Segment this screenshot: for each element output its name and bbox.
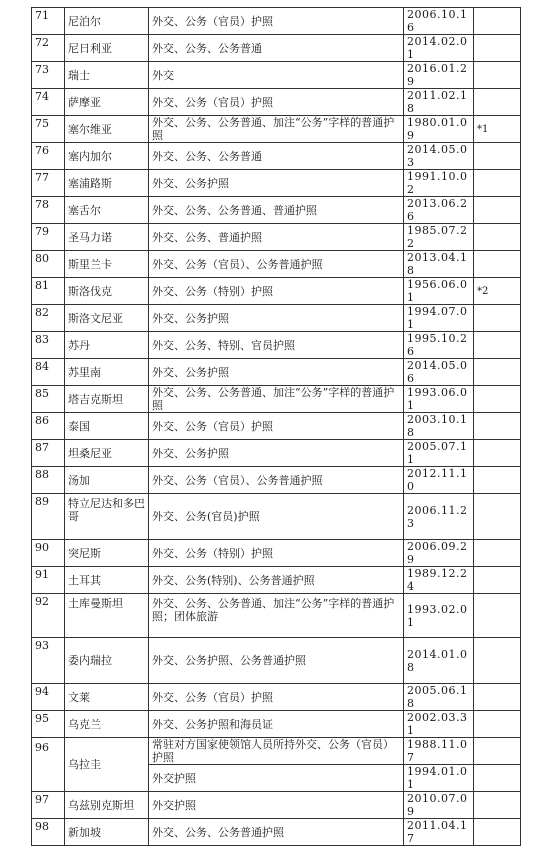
passport-scope: 外交、公务（特别）护照 — [149, 278, 404, 305]
remark — [474, 738, 521, 765]
effective-date: 2014.01.08 — [404, 638, 474, 684]
row-number: 73 — [32, 62, 65, 89]
remark — [474, 540, 521, 567]
passport-scope: 外交 — [149, 62, 404, 89]
effective-date: 2006.09.29 — [404, 540, 474, 567]
passport-scope: 外交、公务（官员）护照 — [149, 684, 404, 711]
country-name: 泰国 — [65, 413, 149, 440]
table-row — [32, 711, 521, 738]
row-number: 72 — [32, 35, 65, 62]
row-number: 92 — [32, 594, 65, 638]
passport-scope: 外交、公务护照和海员证 — [149, 711, 404, 738]
row-number: 84 — [32, 359, 65, 386]
passport-scope: 外交、公务（特别）护照 — [149, 540, 404, 567]
remark — [474, 467, 521, 494]
country-name: 新加坡 — [65, 819, 149, 846]
table-row — [32, 567, 521, 594]
remark: *2 — [474, 278, 521, 305]
table-row — [32, 386, 521, 413]
effective-date: 1993.02.01 — [404, 594, 474, 638]
effective-date: 1980.01.09 — [404, 116, 474, 143]
effective-date: 2003.10.18 — [404, 413, 474, 440]
row-number: 85 — [32, 386, 65, 413]
effective-date: 2006.10.16 — [404, 8, 474, 35]
table-row — [32, 278, 521, 305]
passport-scope: 外交、公务（官员）护照 — [149, 8, 404, 35]
passport-scope: 常驻对方国家使领馆人员所持外交、公务（官员）护照 — [149, 738, 404, 765]
effective-date: 2016.01.29 — [404, 62, 474, 89]
passport-scope: 外交、公务、公务普通 — [149, 35, 404, 62]
country-name: 塞舌尔 — [65, 197, 149, 224]
row-number: 95 — [32, 711, 65, 738]
row-number: 90 — [32, 540, 65, 567]
passport-scope: 外交、公务、公务普通护照 — [149, 819, 404, 846]
passport-scope: 外交、公务（官员）护照 — [149, 413, 404, 440]
passport-scope: 外交、公务、公务普通、加注“公务”字样的普通护照 — [149, 116, 404, 143]
effective-date: 2013.04.18 — [404, 251, 474, 278]
visa-exemption-table-page — [31, 7, 521, 846]
passport-scope: 外交、公务(特别)、公务普通护照 — [149, 567, 404, 594]
effective-date: 2012.11.10 — [404, 467, 474, 494]
remark — [474, 413, 521, 440]
row-number: 82 — [32, 305, 65, 332]
table-row — [32, 35, 521, 62]
row-number: 98 — [32, 819, 65, 846]
row-number: 88 — [32, 467, 65, 494]
country-name: 萨摩亚 — [65, 89, 149, 116]
country-name: 乌拉圭 — [65, 738, 149, 792]
passport-scope: 外交、公务、普通护照 — [149, 224, 404, 251]
country-name: 斯里兰卡 — [65, 251, 149, 278]
table-row — [32, 116, 521, 143]
remark — [474, 170, 521, 197]
country-name: 乌克兰 — [65, 711, 149, 738]
country-name: 苏里南 — [65, 359, 149, 386]
table-body — [32, 8, 521, 846]
effective-date: 2014.05.03 — [404, 143, 474, 170]
effective-date: 2011.04.17 — [404, 819, 474, 846]
effective-date: 2013.06.26 — [404, 197, 474, 224]
row-number: 89 — [32, 494, 65, 540]
table-row — [32, 638, 521, 684]
country-name: 苏丹 — [65, 332, 149, 359]
row-number: 76 — [32, 143, 65, 170]
effective-date: 2005.06.18 — [404, 684, 474, 711]
remark — [474, 305, 521, 332]
row-number: 81 — [32, 278, 65, 305]
table-row — [32, 684, 521, 711]
passport-scope: 外交、公务护照 — [149, 359, 404, 386]
country-name: 圣马力诺 — [65, 224, 149, 251]
table-row — [32, 197, 521, 224]
row-number: 80 — [32, 251, 65, 278]
table-row — [32, 359, 521, 386]
remark — [474, 197, 521, 224]
table-row — [32, 594, 521, 638]
table-row — [32, 440, 521, 467]
row-number: 93 — [32, 638, 65, 684]
table-row — [32, 143, 521, 170]
country-name: 委内瑞拉 — [65, 638, 149, 684]
table-row — [32, 792, 521, 819]
passport-scope: 外交、公务（官员）护照 — [149, 89, 404, 116]
passport-scope: 外交、公务、公务普通 — [149, 143, 404, 170]
country-name: 汤加 — [65, 467, 149, 494]
remark — [474, 792, 521, 819]
country-name: 文莱 — [65, 684, 149, 711]
remark — [474, 567, 521, 594]
row-number: 79 — [32, 224, 65, 251]
remark — [474, 638, 521, 684]
remark — [474, 89, 521, 116]
country-name: 塞尔维亚 — [65, 116, 149, 143]
row-number: 91 — [32, 567, 65, 594]
remark — [474, 332, 521, 359]
country-name: 瑞士 — [65, 62, 149, 89]
table-row — [32, 332, 521, 359]
country-name: 乌兹别克斯坦 — [65, 792, 149, 819]
row-number: 75 — [32, 116, 65, 143]
remark — [474, 594, 521, 638]
table-row — [32, 738, 521, 765]
remark — [474, 62, 521, 89]
remark — [474, 251, 521, 278]
table-row — [32, 819, 521, 846]
row-number: 97 — [32, 792, 65, 819]
visa-exemption-table — [31, 7, 521, 846]
effective-date: 1995.10.26 — [404, 332, 474, 359]
country-name: 斯洛文尼亚 — [65, 305, 149, 332]
passport-scope: 外交、公务、公务普通、普通护照 — [149, 197, 404, 224]
passport-scope: 外交、公务(官员)护照 — [149, 494, 404, 540]
table-row — [32, 8, 521, 35]
row-number: 83 — [32, 332, 65, 359]
passport-scope: 外交、公务护照、公务普通护照 — [149, 638, 404, 684]
remark — [474, 684, 521, 711]
remark — [474, 359, 521, 386]
passport-scope: 外交、公务、公务普通、加注“公务”字样的普通护照；团体旅游 — [149, 594, 404, 638]
table-row — [32, 62, 521, 89]
country-name: 突尼斯 — [65, 540, 149, 567]
effective-date: 1956.06.01 — [404, 278, 474, 305]
remark — [474, 494, 521, 540]
remark — [474, 711, 521, 738]
row-number: 86 — [32, 413, 65, 440]
country-name: 塞浦路斯 — [65, 170, 149, 197]
effective-date: 1989.12.24 — [404, 567, 474, 594]
passport-scope: 外交护照 — [149, 765, 404, 792]
remark — [474, 819, 521, 846]
table-row — [32, 413, 521, 440]
effective-date: 1993.06.01 — [404, 386, 474, 413]
row-number: 77 — [32, 170, 65, 197]
country-name: 尼泊尔 — [65, 8, 149, 35]
effective-date: 2006.11.23 — [404, 494, 474, 540]
row-number: 96 — [32, 738, 65, 792]
passport-scope: 外交、公务护照 — [149, 440, 404, 467]
passport-scope: 外交、公务（官员）、公务普通护照 — [149, 467, 404, 494]
table-row — [32, 467, 521, 494]
passport-scope: 外交、公务护照 — [149, 305, 404, 332]
remark — [474, 765, 521, 792]
remark — [474, 8, 521, 35]
effective-date: 2011.02.18 — [404, 89, 474, 116]
remark — [474, 440, 521, 467]
country-name: 塞内加尔 — [65, 143, 149, 170]
passport-scope: 外交、公务、公务普通、加注“公务”字样的普通护照 — [149, 386, 404, 413]
country-name: 特立尼达和多巴哥 — [65, 494, 149, 540]
effective-date: 2005.07.11 — [404, 440, 474, 467]
row-number: 78 — [32, 197, 65, 224]
table-row — [32, 170, 521, 197]
effective-date: 2010.07.09 — [404, 792, 474, 819]
row-number: 74 — [32, 89, 65, 116]
passport-scope: 外交、公务、特别、官员护照 — [149, 332, 404, 359]
table-row — [32, 540, 521, 567]
effective-date: 1991.10.02 — [404, 170, 474, 197]
effective-date: 1985.07.22 — [404, 224, 474, 251]
passport-scope: 外交、公务（官员）、公务普通护照 — [149, 251, 404, 278]
country-name: 土耳其 — [65, 567, 149, 594]
effective-date: 1994.07.01 — [404, 305, 474, 332]
row-number: 71 — [32, 8, 65, 35]
effective-date: 1988.11.07 — [404, 738, 474, 765]
table-row — [32, 305, 521, 332]
effective-date: 1994.01.01 — [404, 765, 474, 792]
table-row — [32, 224, 521, 251]
remark: *1 — [474, 116, 521, 143]
effective-date: 2014.05.06 — [404, 359, 474, 386]
row-number: 94 — [32, 684, 65, 711]
table-row — [32, 89, 521, 116]
country-name: 土库曼斯坦 — [65, 594, 149, 638]
remark — [474, 35, 521, 62]
passport-scope: 外交护照 — [149, 792, 404, 819]
remark — [474, 386, 521, 413]
table-row — [32, 251, 521, 278]
country-name: 坦桑尼亚 — [65, 440, 149, 467]
remark — [474, 143, 521, 170]
effective-date: 2002.03.31 — [404, 711, 474, 738]
country-name: 尼日利亚 — [65, 35, 149, 62]
country-name: 塔吉克斯坦 — [65, 386, 149, 413]
country-name: 斯洛伐克 — [65, 278, 149, 305]
table-row — [32, 494, 521, 540]
remark — [474, 224, 521, 251]
passport-scope: 外交、公务护照 — [149, 170, 404, 197]
row-number: 87 — [32, 440, 65, 467]
effective-date: 2014.02.01 — [404, 35, 474, 62]
